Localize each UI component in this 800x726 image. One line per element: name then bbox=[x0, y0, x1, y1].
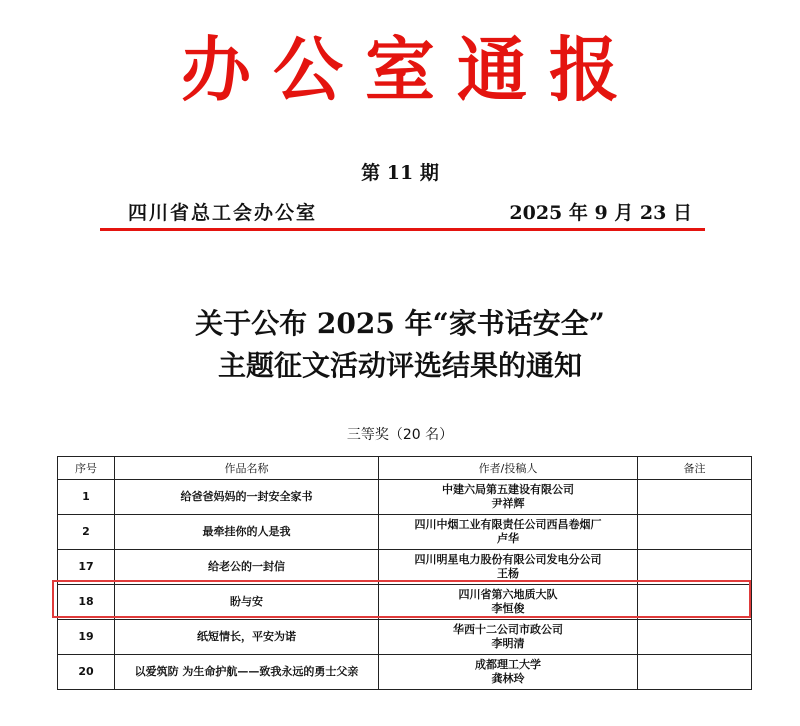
row-number: 20 bbox=[58, 655, 115, 690]
work-title: 给爸爸妈妈的一封安全家书 bbox=[115, 480, 379, 515]
author-name: 王杨 bbox=[497, 567, 519, 580]
author-org: 四川明星电力股份有限公司发电分公司 bbox=[414, 553, 602, 566]
work-title: 给老公的一封信 bbox=[115, 550, 379, 585]
masthead-title: 办公室通报 bbox=[181, 29, 641, 111]
header-work-title: 作品名称 bbox=[115, 457, 379, 480]
author-cell bbox=[379, 515, 638, 550]
notice-title-line2: 主题征文活动评选结果的通知 bbox=[217, 349, 582, 382]
author-name: 龚林玲 bbox=[491, 672, 525, 685]
table-row bbox=[58, 550, 752, 585]
table-row bbox=[58, 585, 752, 620]
note-cell bbox=[638, 550, 752, 585]
issue-number: 第 11 期 bbox=[361, 162, 439, 184]
work-title: 以爱筑防 为生命护航——致我永远的勇士父亲 bbox=[115, 655, 379, 690]
author-cell bbox=[379, 480, 638, 515]
red-divider bbox=[100, 228, 705, 231]
author-org: 成都理工大学 bbox=[475, 658, 541, 671]
results-table bbox=[57, 456, 752, 690]
row-number: 2 bbox=[58, 515, 115, 550]
header-number: 序号 bbox=[58, 457, 115, 480]
note-cell bbox=[638, 480, 752, 515]
issuer-name: 四川省总工会办公室 bbox=[128, 202, 318, 224]
row-number: 1 bbox=[58, 480, 115, 515]
author-cell bbox=[379, 655, 638, 690]
note-cell bbox=[638, 655, 752, 690]
author-org: 华西十二公司市政公司 bbox=[453, 623, 563, 636]
note-cell bbox=[638, 515, 752, 550]
work-title: 纸短情长，平安为诺 bbox=[115, 620, 379, 655]
issue-date: 2025 年 9 月 23 日 bbox=[509, 202, 692, 224]
table-row bbox=[58, 655, 752, 690]
author-name: 李明清 bbox=[491, 637, 525, 650]
header-note: 备注 bbox=[638, 457, 752, 480]
author-cell bbox=[379, 585, 638, 620]
author-org: 四川中烟工业有限责任公司西昌卷烟厂 bbox=[414, 518, 602, 531]
table-row bbox=[58, 515, 752, 550]
author-name: 李恒俊 bbox=[491, 602, 525, 615]
author-cell bbox=[379, 620, 638, 655]
award-heading: 三等奖（20 名） bbox=[346, 427, 454, 443]
table-header-row bbox=[58, 457, 752, 480]
work-title: 最牵挂你的人是我 bbox=[115, 515, 379, 550]
author-name: 卢华 bbox=[497, 532, 519, 545]
row-number: 18 bbox=[58, 585, 115, 620]
row-number: 17 bbox=[58, 550, 115, 585]
header-author: 作者/投稿人 bbox=[379, 457, 638, 480]
table-row bbox=[58, 620, 752, 655]
author-org: 中建六局第五建设有限公司 bbox=[442, 483, 574, 496]
author-cell bbox=[379, 550, 638, 585]
table-row bbox=[58, 480, 752, 515]
notice-title-line1: 关于公布 2025 年“家书话安全” bbox=[195, 307, 605, 340]
note-cell bbox=[638, 585, 752, 620]
row-number: 19 bbox=[58, 620, 115, 655]
work-title: 盼与安 bbox=[115, 585, 379, 620]
note-cell bbox=[638, 620, 752, 655]
author-name: 尹祥辉 bbox=[491, 497, 525, 510]
author-org: 四川省第六地质大队 bbox=[458, 588, 558, 601]
